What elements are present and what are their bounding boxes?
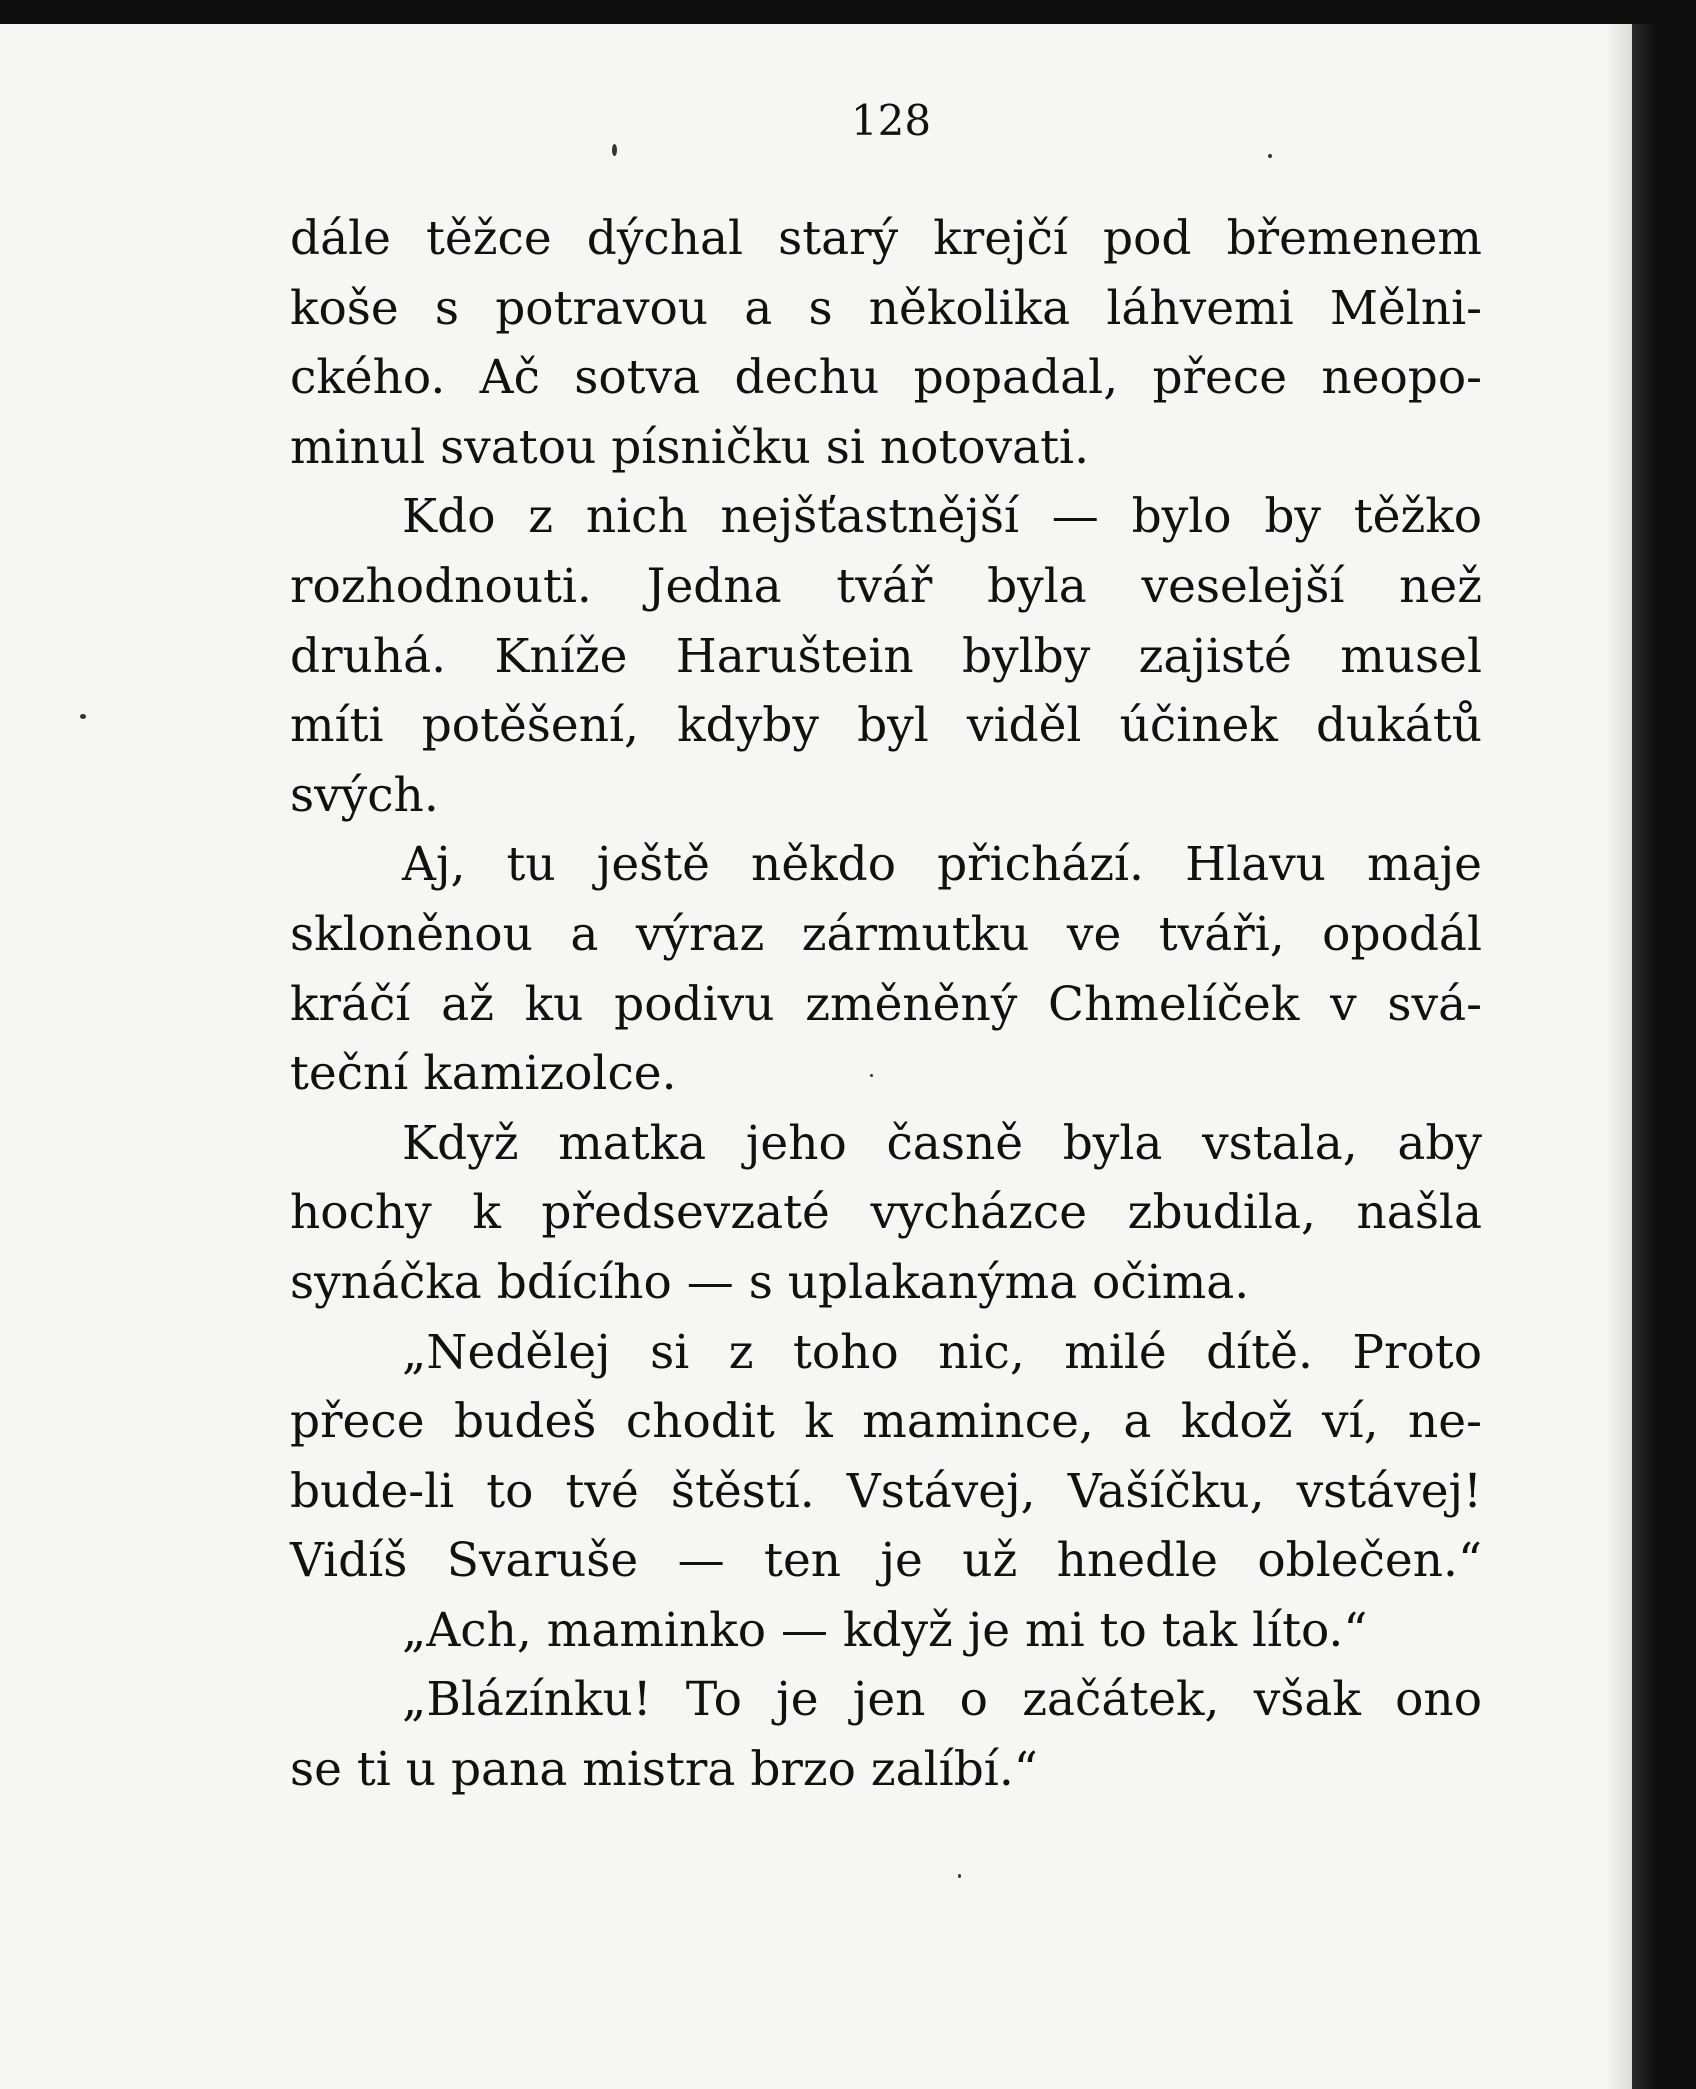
text-line: koše s potravou a s několika láhvemi Mělni- [290, 280, 1482, 336]
page-number: 128 [850, 96, 932, 145]
text-line: ckého. Ač sotva dechu popadal, přece neopo- [290, 350, 1482, 406]
text-line: rozhodnouti. Jedna tvář byla veselejší než [290, 558, 1482, 614]
paragraph-start-line: „Nedělej si z toho nic, milé dítě. Proto [402, 1324, 1482, 1380]
dust-speck [80, 714, 86, 719]
body-text [290, 204, 1482, 1805]
page-sheet [0, 24, 1608, 2089]
text-line: synáčka bdícího — s uplakanýma očima. [290, 1254, 1250, 1310]
text-line: minul svatou písničku si notovati. [290, 419, 1090, 475]
text-line: skloněnou a výraz zármutku ve tváři, opodál [290, 906, 1482, 962]
text-line: svých. [290, 767, 439, 823]
dust-speck [1268, 154, 1272, 158]
page-edge [1608, 24, 1632, 2089]
text-line: přece budeš chodit k mamince, a kdož ví, ne- [290, 1394, 1482, 1450]
text-line: druhá. Kníže Haruštein bylby zajisté musel [290, 628, 1482, 684]
text-line: kráčí až ku podivu změněný Chmelíček v svá- [290, 976, 1482, 1032]
paragraph-start-line: „Ach, maminko — když je mi to tak líto.“ [402, 1602, 1368, 1658]
text-line: dále těžce dýchal starý krejčí pod břemenem [290, 211, 1482, 266]
dust-speck [612, 144, 617, 156]
paragraph-start-line: Když matka jeho časně byla vstala, aby [402, 1115, 1482, 1171]
text-line: Vidíš Svaruše — ten je už hnedle oblečen.“ [290, 1533, 1482, 1589]
text-line: míti potěšení, kdyby byl viděl účinek dukátů [290, 698, 1482, 754]
text-line: se ti u pana mistra brzo zalíbí.“ [290, 1742, 1038, 1798]
text-line: hochy k předsevzaté vycházce zbudila, našla [290, 1185, 1482, 1241]
text-line: bude-li to tvé štěstí. Vstávej, Vašíčku, vstávej! [290, 1463, 1482, 1519]
paragraph-start-line: „Blázínku! To je jen o začátek, však ono [402, 1672, 1482, 1728]
dust-speck [870, 1074, 873, 1077]
paragraph-start-line: Kdo z nich nejšťastnější — bylo by těžko [402, 489, 1482, 545]
dust-speck [958, 1874, 961, 1878]
binding-shadow [1632, 24, 1696, 2089]
paragraph-start-line: Aj, tu ještě někdo přichází. Hlavu maje [402, 837, 1482, 893]
text-line: teční kamizolce. [290, 1046, 677, 1102]
